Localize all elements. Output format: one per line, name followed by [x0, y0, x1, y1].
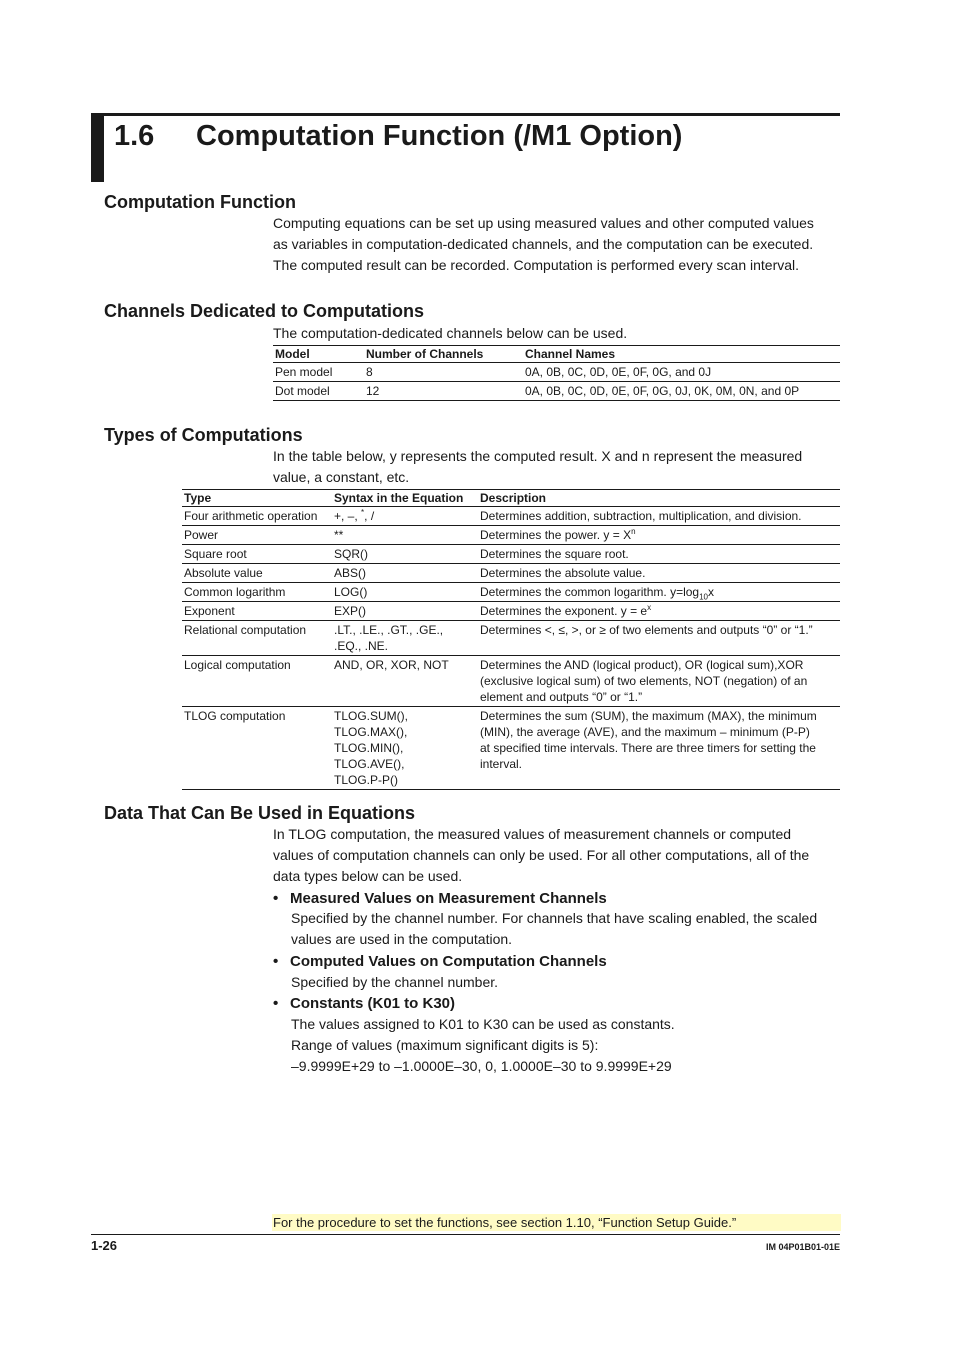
bullet-heading-measured-values: • Measured Values on Measurement Channels	[273, 890, 607, 907]
bullet-text-constants	[291, 1014, 841, 1077]
text-line: values of computation channels can only be used. For all other computations, all of the	[273, 847, 810, 863]
types-intro	[273, 446, 840, 488]
table-row	[273, 363, 840, 382]
table-cell: 12	[364, 382, 523, 401]
column-header-model: Model	[273, 346, 364, 363]
bullet-dot-icon: •	[273, 995, 279, 1012]
table-cell: 0A, 0B, 0C, 0D, 0E, 0F, 0G, 0J, 0K, 0M, 0N, and 0P	[523, 382, 840, 401]
table-cell: Absolute value	[182, 564, 332, 583]
table-row	[182, 545, 840, 564]
chapter-marker-bar	[91, 113, 104, 182]
text-line: –9.9999E+29 to –1.0000E–30, 0, 1.0000E–30 to 9.9999E+29	[291, 1058, 672, 1074]
column-header-channel-names: Channel Names	[523, 346, 840, 363]
section-heading-types: Types of Computations	[104, 425, 303, 445]
table-cell: TLOG computation	[182, 707, 332, 790]
column-header-type: Type	[182, 490, 332, 507]
text-line: Specified by the channel number.	[291, 974, 499, 990]
table-cell: Relational computation	[182, 621, 332, 656]
table-cell: ABS()	[332, 564, 478, 583]
text-line: values are used in the computation.	[291, 931, 513, 947]
table-cell: Four arithmetic operation	[182, 507, 332, 526]
table-cell: AND, OR, XOR, NOT	[332, 656, 478, 707]
document-id: IM 04P01B01-01E	[765, 1242, 840, 1252]
text-line: as variables in computation-dedicated channels, and the computation can be executed.	[273, 236, 814, 252]
table-row	[182, 707, 840, 790]
text-line: The computed result can be recorded. Computation is performed every scan interval.	[273, 257, 800, 273]
text-line: value, a constant, etc.	[273, 469, 410, 485]
table-header-row	[182, 490, 840, 507]
table-cell: Determines the sum (SUM), the maximum (MAX), the minimum (MIN), the average (AVE), and the maximum – minimum (P-P) at specified time intervals. There are three timers for setting the interval.	[478, 707, 840, 790]
bullet-dot-icon: •	[273, 953, 279, 970]
table-cell: Power	[182, 526, 332, 545]
chapter-top-rule	[104, 113, 840, 116]
computation-function-text	[273, 213, 840, 276]
bullet-heading-constants: • Constants (K01 to K30)	[273, 995, 456, 1012]
table-cell: Pen model	[273, 363, 364, 382]
column-header-description: Description	[478, 490, 840, 507]
table-cell: 8	[364, 363, 523, 382]
table-cell: 0A, 0B, 0C, 0D, 0E, 0F, 0G, and 0J	[523, 363, 840, 382]
table-row	[273, 382, 840, 401]
table-cell: Determines addition, subtraction, multiplication, and division.	[478, 507, 840, 526]
bullet-dot-icon: •	[273, 890, 279, 907]
table-cell: Square root	[182, 545, 332, 564]
data-intro	[273, 824, 840, 887]
table-row	[182, 526, 840, 545]
text-line: Computing equations can be set up using measured values and other computed values	[273, 215, 814, 231]
channels-table	[273, 345, 840, 401]
computation-types-table	[182, 489, 840, 790]
text-line: data types below can be used.	[273, 868, 463, 884]
table-cell: Exponent	[182, 602, 332, 621]
table-cell: Determines the common logarithm. $y=\log_{10}x$	[478, 583, 840, 602]
table-cell: Determines the power. $y = X^n$	[478, 526, 840, 545]
column-header-number-of-channels: Number of Channels	[364, 346, 523, 363]
table-cell: Dot model	[273, 382, 364, 401]
procedure-note: For the procedure to set the functions, see section 1.10, “Function Setup Guide.”	[272, 1214, 841, 1231]
table-cell: **	[332, 526, 478, 545]
table-cell: Determines <, ≤, >, or ≥ of two elements and outputs “0” or “1.”	[478, 621, 840, 656]
table-row	[182, 621, 840, 656]
text-line: In the table below, y represents the computed result. X and n represent the measured	[273, 448, 803, 464]
table-cell: Determines the square root.	[478, 545, 840, 564]
text-line: In TLOG computation, the measured values of measurement channels or computed	[273, 826, 792, 842]
section-heading-channels: Channels Dedicated to Computations	[104, 301, 425, 321]
section-heading-computation-function: Computation Function	[104, 192, 296, 212]
table-row	[182, 564, 840, 583]
table-cell: Determines the exponent. $y = e^x$	[478, 602, 840, 621]
table-cell: +, –, *, /	[332, 507, 478, 526]
table-cell: Determines the AND (logical product), OR (logical sum),XOR (exclusive logical sum) of two elements, NOT (negation) of an element and outputs “0” or “1.”	[478, 656, 840, 707]
table-cell: EXP()	[332, 602, 478, 621]
table-row	[182, 507, 840, 526]
page-number: 1-26	[91, 1238, 118, 1253]
table-row	[182, 602, 840, 621]
bullet-text-measured-values	[291, 908, 841, 950]
table-cell: SQR()	[332, 545, 478, 564]
table-cell: Common logarithm	[182, 583, 332, 602]
text-line: The values assigned to K01 to K30 can be used as constants.	[291, 1016, 675, 1032]
table-row	[182, 656, 840, 707]
table-cell: Determines the absolute value.	[478, 564, 840, 583]
bullet-text-computed-values	[291, 972, 841, 993]
chapter-title: Computation Function (/M1 Option)	[196, 120, 683, 152]
column-header-syntax: Syntax in the Equation	[332, 490, 478, 507]
bullet-heading-computed-values: • Computed Values on Computation Channels	[273, 953, 607, 970]
table-cell: Logical computation	[182, 656, 332, 707]
text-line: Specified by the channel number. For channels that have scaling enabled, the scaled	[291, 910, 818, 926]
footer-rule	[91, 1234, 840, 1235]
table-cell: LOG()	[332, 583, 478, 602]
channels-intro: The computation-dedicated channels below can be used.	[273, 325, 628, 341]
table-header-row	[273, 346, 840, 363]
chapter-number: 1.6	[114, 120, 155, 152]
table-row	[182, 583, 840, 602]
section-heading-data: Data That Can Be Used in Equations	[104, 803, 416, 823]
table-cell: .LT., .LE., .GT., .GE., .EQ., .NE.	[332, 621, 478, 656]
text-line: Range of values (maximum significant digits is 5):	[291, 1037, 599, 1053]
table-cell: TLOG.SUM(), TLOG.MAX(), TLOG.MIN(), TLOG.AVE(), TLOG.P-P()	[332, 707, 478, 790]
